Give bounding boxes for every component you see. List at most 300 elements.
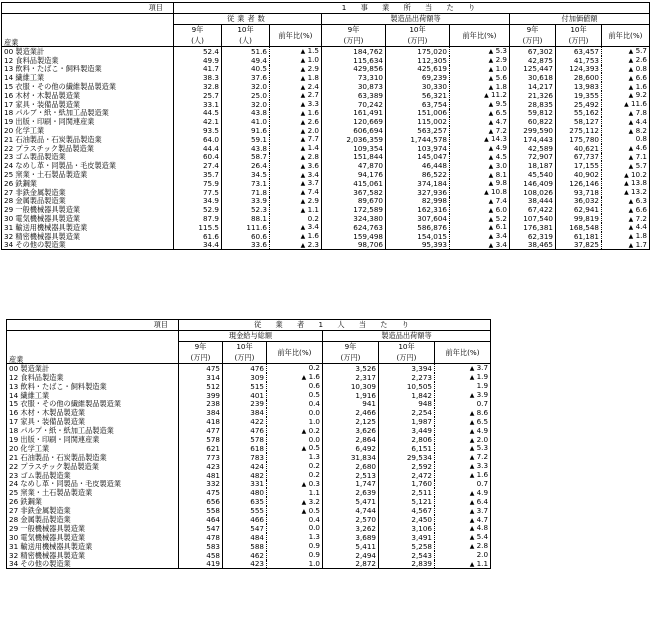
pct-value: 0.7 [476, 399, 489, 408]
value-year-10: 86,522 [386, 170, 450, 179]
table-row [7, 391, 491, 400]
industry-name: 23 ゴム製品製造業 [9, 470, 71, 480]
pct-change [602, 47, 650, 56]
pct-value: 2.9 [495, 55, 507, 65]
value-year-9: 42,875 [510, 56, 556, 65]
value-year-9: 464 [179, 515, 223, 524]
pct-change [450, 223, 510, 232]
pct-change [450, 170, 510, 179]
value-year-9: 2,125 [323, 417, 379, 426]
pct-change [270, 126, 322, 135]
table-row [2, 223, 650, 232]
value-year-9: 176,381 [510, 223, 556, 232]
pct-value: 1.6 [308, 372, 320, 382]
value-year-9: 475 [179, 364, 223, 373]
pct-value: 1.0 [308, 559, 320, 569]
value-year-9: 63,389 [322, 91, 386, 100]
value-year-10: 2,592 [379, 462, 435, 471]
pct-change [602, 56, 650, 65]
value-year-10: 82,998 [386, 197, 450, 206]
value-year-9: 87.9 [174, 214, 222, 223]
pct-change [435, 506, 491, 515]
col-pct: 前年比(%) [602, 25, 650, 47]
value-year-9: 423 [179, 462, 223, 471]
value-year-10: 124,393 [556, 65, 602, 74]
decrease-triangle-icon: ▲ [469, 463, 475, 471]
pct-value: 0.9 [308, 550, 320, 560]
value-year-9: 72,907 [510, 153, 556, 162]
section-title: 付加価値額 [510, 14, 650, 25]
decrease-triangle-icon: ▲ [628, 197, 634, 205]
value-year-10: 588 [223, 542, 267, 551]
value-year-9: 606,694 [322, 126, 386, 135]
value-year-10: 93,718 [556, 188, 602, 197]
value-year-10: 2,472 [379, 471, 435, 480]
decrease-triangle-icon: ▲ [484, 189, 489, 197]
col-unit: (万円) [179, 352, 223, 364]
pct-value: 7.4 [307, 187, 319, 197]
industry-name: 16 木材・木製品製造業 [4, 90, 81, 100]
value-year-10: 73.1 [222, 179, 270, 188]
pct-value: 4.7 [495, 117, 507, 126]
pct-change [602, 214, 650, 223]
decrease-triangle-icon: ▲ [628, 162, 634, 170]
pct-change [602, 126, 650, 135]
table-row [2, 179, 650, 188]
pct-value: 9.5 [495, 99, 507, 109]
pct-change [435, 471, 491, 480]
table-row [2, 170, 650, 179]
decrease-triangle-icon: ▲ [469, 409, 475, 417]
value-year-10: 63,754 [386, 100, 450, 109]
pct-value: 4.9 [476, 488, 489, 497]
decrease-triangle-icon: ▲ [628, 57, 634, 65]
pct-change [602, 223, 650, 232]
table-row [2, 100, 650, 109]
pct-change [270, 144, 322, 153]
pct-value: 2.0 [307, 126, 319, 135]
pct-change [602, 153, 650, 162]
section-title: 製造品出荷額等 [323, 331, 491, 342]
industry-name: 31 輸送用機械器具製造業 [9, 541, 93, 551]
industry-name: 21 石油製品・石炭製品製造業 [4, 134, 102, 144]
industry-name: 34 その他の製造業 [9, 559, 71, 569]
industry-name: 20 化学工業 [9, 444, 50, 453]
pct-value: 1.9 [476, 381, 489, 391]
value-year-10: 3,449 [379, 426, 435, 435]
value-year-9: 299,590 [510, 126, 556, 135]
pct-value: 0.0 [308, 435, 320, 444]
value-year-9: 107,540 [510, 214, 556, 223]
decrease-triangle-icon: ▲ [300, 118, 306, 126]
decrease-triangle-icon: ▲ [300, 83, 306, 91]
decrease-triangle-icon: ▲ [300, 171, 306, 179]
pct-value: 0.2 [308, 426, 320, 435]
pct-change [435, 373, 491, 382]
pct-value: 5.4 [476, 532, 489, 542]
decrease-triangle-icon: ▲ [300, 224, 306, 232]
value-year-10: 635 [223, 497, 267, 506]
value-year-10: 88.1 [222, 214, 270, 223]
pct-value: 7.4 [495, 196, 507, 205]
value-year-9: 478 [179, 533, 223, 542]
value-year-10: 28,600 [556, 73, 602, 82]
pct-value: 4.9 [495, 143, 507, 153]
value-year-10: 58.7 [222, 153, 270, 162]
industry-name: 18 パルプ・紙・紙加工品製造業 [4, 108, 109, 118]
value-year-10: 783 [223, 453, 267, 462]
pct-change [602, 170, 650, 179]
pct-change [267, 364, 323, 373]
table-row [7, 435, 491, 444]
col-unit: (万円) [556, 35, 602, 47]
pct-change [267, 524, 323, 533]
value-year-10: 60.6 [222, 232, 270, 241]
pct-change [602, 179, 650, 188]
group-title: 従 業 者 1 人 当 た り [179, 320, 491, 331]
value-year-9: 27.4 [174, 161, 222, 170]
col-year-9: 9年 [174, 25, 222, 36]
table-row [7, 408, 491, 417]
value-year-10: 40,621 [556, 144, 602, 153]
value-year-10: 62,941 [556, 205, 602, 214]
col-year-9: 9年 [322, 25, 386, 36]
industry-name: 00 製造業計 [4, 46, 45, 56]
value-year-10: 34.5 [222, 170, 270, 179]
col-year-10: 10年 [379, 342, 435, 353]
value-year-9: 314 [179, 373, 223, 382]
pct-change [450, 82, 510, 91]
pct-value: 1.0 [307, 55, 319, 65]
pct-value: 1.6 [476, 470, 489, 480]
value-year-10: 154,015 [386, 232, 450, 241]
pct-value: 5.7 [635, 161, 647, 170]
value-year-9: 21,326 [510, 91, 556, 100]
value-year-9: 656 [179, 497, 223, 506]
pct-change [450, 188, 510, 197]
industry-name: 17 家具・装備品製造業 [9, 417, 86, 427]
value-year-9: 773 [179, 453, 223, 462]
pct-value: 9.2 [635, 90, 647, 100]
pct-value: 5.3 [495, 46, 507, 56]
value-year-10: 331 [223, 480, 267, 489]
pct-change [270, 73, 322, 82]
pct-value: 8.1 [495, 170, 507, 179]
value-year-9: 332 [179, 480, 223, 489]
value-year-9: 108,026 [510, 188, 556, 197]
industry-name: 30 電気機械器具製造業 [4, 214, 81, 223]
pct-value: 3.7 [307, 178, 319, 188]
value-year-9: 621 [179, 444, 223, 453]
pct-value: 0.6 [308, 381, 320, 391]
pct-change [602, 232, 650, 241]
value-year-10: 33.6 [222, 241, 270, 250]
value-year-9: 44.4 [174, 144, 222, 153]
pct-value: 13.8 [630, 178, 647, 188]
col-pct: 前年比(%) [435, 342, 491, 364]
value-year-9: 93.5 [174, 126, 222, 135]
pct-change [270, 91, 322, 100]
table-row [7, 488, 491, 497]
decrease-triangle-icon: ▲ [300, 197, 306, 205]
pct-change [450, 161, 510, 170]
pct-value: 1.6 [635, 82, 647, 91]
decrease-triangle-icon: ▲ [300, 74, 306, 82]
value-year-9: 73,310 [322, 73, 386, 82]
pct-value: 3.6 [307, 161, 319, 170]
value-year-10: 40,902 [556, 170, 602, 179]
table-row [7, 533, 491, 542]
value-year-9: 2,872 [323, 560, 379, 569]
table-row [2, 214, 650, 223]
industry-name: 23 ゴム製品製造業 [4, 152, 66, 162]
pct-value: 8.2 [635, 126, 647, 135]
pct-value: 2.9 [307, 64, 319, 73]
value-year-9: 2,317 [323, 373, 379, 382]
pct-change [450, 65, 510, 74]
value-year-9: 418 [179, 417, 223, 426]
value-year-10: 19,355 [556, 91, 602, 100]
pct-change [602, 241, 650, 250]
industry-name: 16 木材・木製品製造業 [9, 408, 86, 418]
value-year-9: 49.9 [174, 56, 222, 65]
pct-change [270, 56, 322, 65]
decrease-triangle-icon: ▲ [300, 189, 306, 197]
value-year-10: 239 [223, 400, 267, 409]
decrease-triangle-icon: ▲ [300, 109, 306, 117]
value-year-10: 99,819 [556, 214, 602, 223]
table-row [7, 453, 491, 462]
pct-value: 1.0 [495, 64, 507, 73]
pct-value: 1.1 [476, 559, 489, 569]
table-row [2, 117, 650, 126]
pct-change [435, 391, 491, 400]
decrease-triangle-icon: ▲ [469, 365, 475, 373]
value-year-10: 384 [223, 408, 267, 417]
value-year-9: 324,380 [322, 214, 386, 223]
value-year-9: 238 [179, 400, 223, 409]
group-title: 1 事 業 所 当 た り [174, 3, 650, 14]
value-year-10: 2,450 [379, 515, 435, 524]
pct-value: 1.8 [635, 231, 647, 241]
industry-name: 24 なめし革・同製品・毛皮製造業 [4, 161, 117, 171]
pct-change [267, 417, 323, 426]
value-year-10: 40.5 [222, 65, 270, 74]
decrease-triangle-icon: ▲ [301, 427, 307, 435]
decrease-triangle-icon: ▲ [628, 153, 634, 161]
decrease-triangle-icon: ▲ [628, 74, 634, 82]
pct-change [450, 126, 510, 135]
pct-change [602, 91, 650, 100]
value-year-9: 70,242 [322, 100, 386, 109]
value-year-10: 422 [223, 417, 267, 426]
value-year-9: 151,844 [322, 153, 386, 162]
value-year-9: 14,217 [510, 82, 556, 91]
pct-value: 6.4 [476, 497, 489, 506]
value-year-10: 91.6 [222, 126, 270, 135]
pct-value: 0.0 [308, 408, 320, 417]
value-year-9: 31,834 [323, 453, 379, 462]
pct-value: 3.7 [476, 506, 489, 515]
value-year-10: 32.0 [222, 100, 270, 109]
pct-change [450, 100, 510, 109]
value-year-9: 64.0 [174, 135, 222, 144]
pct-change [450, 205, 510, 214]
pct-change [602, 197, 650, 206]
value-year-10: 515 [223, 382, 267, 391]
pct-change [267, 426, 323, 435]
industry-name: 22 プラスチック製品製造業 [4, 143, 94, 153]
value-year-9: 61.6 [174, 232, 222, 241]
pct-change [267, 506, 323, 515]
decrease-triangle-icon: ▲ [488, 74, 494, 82]
value-year-9: 38,465 [510, 241, 556, 250]
table-row [2, 73, 650, 82]
pct-value: 6.1 [495, 222, 507, 232]
pct-change [270, 179, 322, 188]
value-year-10: 29,534 [379, 453, 435, 462]
pct-change [450, 197, 510, 206]
pct-change [435, 497, 491, 506]
value-year-10: 1,760 [379, 480, 435, 489]
value-year-9: 25.7 [174, 91, 222, 100]
pct-value: 10.2 [630, 170, 647, 179]
table-row [2, 65, 650, 74]
col-unit: (万円) [323, 352, 379, 364]
pct-value: 0.4 [308, 399, 320, 408]
value-year-9: 125,447 [510, 65, 556, 74]
col-unit: (万円) [510, 35, 556, 47]
table-header [7, 320, 491, 364]
col-year-9: 9年 [179, 342, 223, 353]
industry-name: 14 繊維工業 [9, 390, 50, 400]
decrease-triangle-icon: ▲ [488, 127, 494, 135]
pct-value: 2.8 [307, 152, 319, 161]
pct-change [435, 533, 491, 542]
decrease-triangle-icon: ▲ [301, 481, 307, 489]
decrease-triangle-icon: ▲ [469, 516, 475, 524]
decrease-triangle-icon: ▲ [488, 101, 494, 109]
value-year-9: 109,354 [322, 144, 386, 153]
value-year-9: 941 [323, 400, 379, 409]
pct-value: 1.3 [308, 532, 320, 542]
industry-name: 13 飲料・たばこ・飼料製造業 [9, 381, 107, 391]
value-year-10: 1,842 [379, 391, 435, 400]
value-year-9: 6,492 [323, 444, 379, 453]
pct-change [267, 542, 323, 551]
pct-change [450, 47, 510, 56]
pct-change [270, 197, 322, 206]
industry-label: 産業 [4, 37, 19, 47]
value-year-10: 618 [223, 444, 267, 453]
value-year-9: 42.1 [174, 117, 222, 126]
table-row [2, 153, 650, 162]
value-year-9: 52.4 [174, 47, 222, 56]
decrease-triangle-icon: ▲ [300, 136, 306, 144]
value-year-10: 3,106 [379, 524, 435, 533]
value-year-10: 1,744,578 [386, 135, 450, 144]
pct-value: 7.2 [635, 214, 647, 223]
industry-name: 27 非鉄金属製造業 [4, 187, 66, 197]
pct-value: 0.8 [635, 134, 647, 144]
table-row [7, 480, 491, 489]
decrease-triangle-icon: ▲ [628, 206, 634, 214]
decrease-triangle-icon: ▲ [300, 92, 306, 100]
pct-change [602, 65, 650, 74]
pct-value: 3.9 [476, 390, 489, 400]
decrease-triangle-icon: ▲ [300, 180, 306, 188]
decrease-triangle-icon: ▲ [488, 57, 494, 65]
value-year-10: 71.8 [222, 188, 270, 197]
pct-change [602, 82, 650, 91]
col-unit: (人) [174, 35, 222, 47]
pct-value: 4.7 [476, 515, 489, 524]
decrease-triangle-icon: ▲ [300, 101, 306, 109]
value-year-9: 481 [179, 471, 223, 480]
decrease-triangle-icon: ▲ [469, 498, 475, 506]
value-year-9: 5,471 [323, 497, 379, 506]
pct-change [450, 91, 510, 100]
decrease-triangle-icon: ▲ [469, 436, 475, 444]
table-row [7, 506, 491, 515]
value-year-10: 37,825 [556, 241, 602, 250]
per-employee-table [6, 319, 491, 569]
value-year-9: 2,864 [323, 435, 379, 444]
value-year-10: 5,258 [379, 542, 435, 551]
pct-value: 4.4 [635, 222, 647, 232]
pct-value: 1.0 [308, 417, 320, 426]
decrease-triangle-icon: ▲ [488, 162, 494, 170]
decrease-triangle-icon: ▲ [484, 92, 489, 100]
pct-value: 5.3 [476, 444, 489, 453]
decrease-triangle-icon: ▲ [301, 374, 307, 382]
pct-value: 6.0 [495, 205, 507, 214]
industry-name: 28 金属製品製造業 [4, 196, 66, 206]
pct-value: 5.7 [635, 46, 647, 56]
value-year-10: 111.6 [222, 223, 270, 232]
pct-change [267, 515, 323, 524]
value-year-9: 115,634 [322, 56, 386, 65]
decrease-triangle-icon: ▲ [624, 101, 629, 109]
value-year-9: 3,689 [323, 533, 379, 542]
pct-value: 7.7 [307, 134, 319, 144]
decrease-triangle-icon: ▲ [300, 57, 306, 65]
industry-name: 25 窯業・土石製品製造業 [4, 170, 88, 179]
decrease-triangle-icon: ▲ [628, 118, 634, 126]
col-year-10: 10年 [222, 25, 270, 36]
value-year-10: 59.1 [222, 135, 270, 144]
pct-value: 7.8 [635, 108, 647, 117]
pct-value: 1.1 [308, 488, 320, 497]
pct-value: 2.6 [307, 117, 319, 126]
value-year-10: 586,876 [386, 223, 450, 232]
decrease-triangle-icon: ▲ [488, 180, 494, 188]
pct-change [602, 73, 650, 82]
value-year-9: 115.5 [174, 223, 222, 232]
value-year-10: 46,448 [386, 161, 450, 170]
pct-change [270, 223, 322, 232]
decrease-triangle-icon: ▲ [469, 543, 475, 551]
value-year-10: 5,121 [379, 497, 435, 506]
value-year-9: 174,443 [510, 135, 556, 144]
decrease-triangle-icon: ▲ [488, 109, 494, 117]
industry-name: 15 衣服・その他の繊維製品製造業 [4, 82, 117, 91]
value-year-10: 2,511 [379, 488, 435, 497]
table-row [7, 515, 491, 524]
value-year-10: 61,181 [556, 232, 602, 241]
industry-name: 17 家具・装備品製造業 [4, 99, 81, 109]
decrease-triangle-icon: ▲ [469, 561, 475, 569]
